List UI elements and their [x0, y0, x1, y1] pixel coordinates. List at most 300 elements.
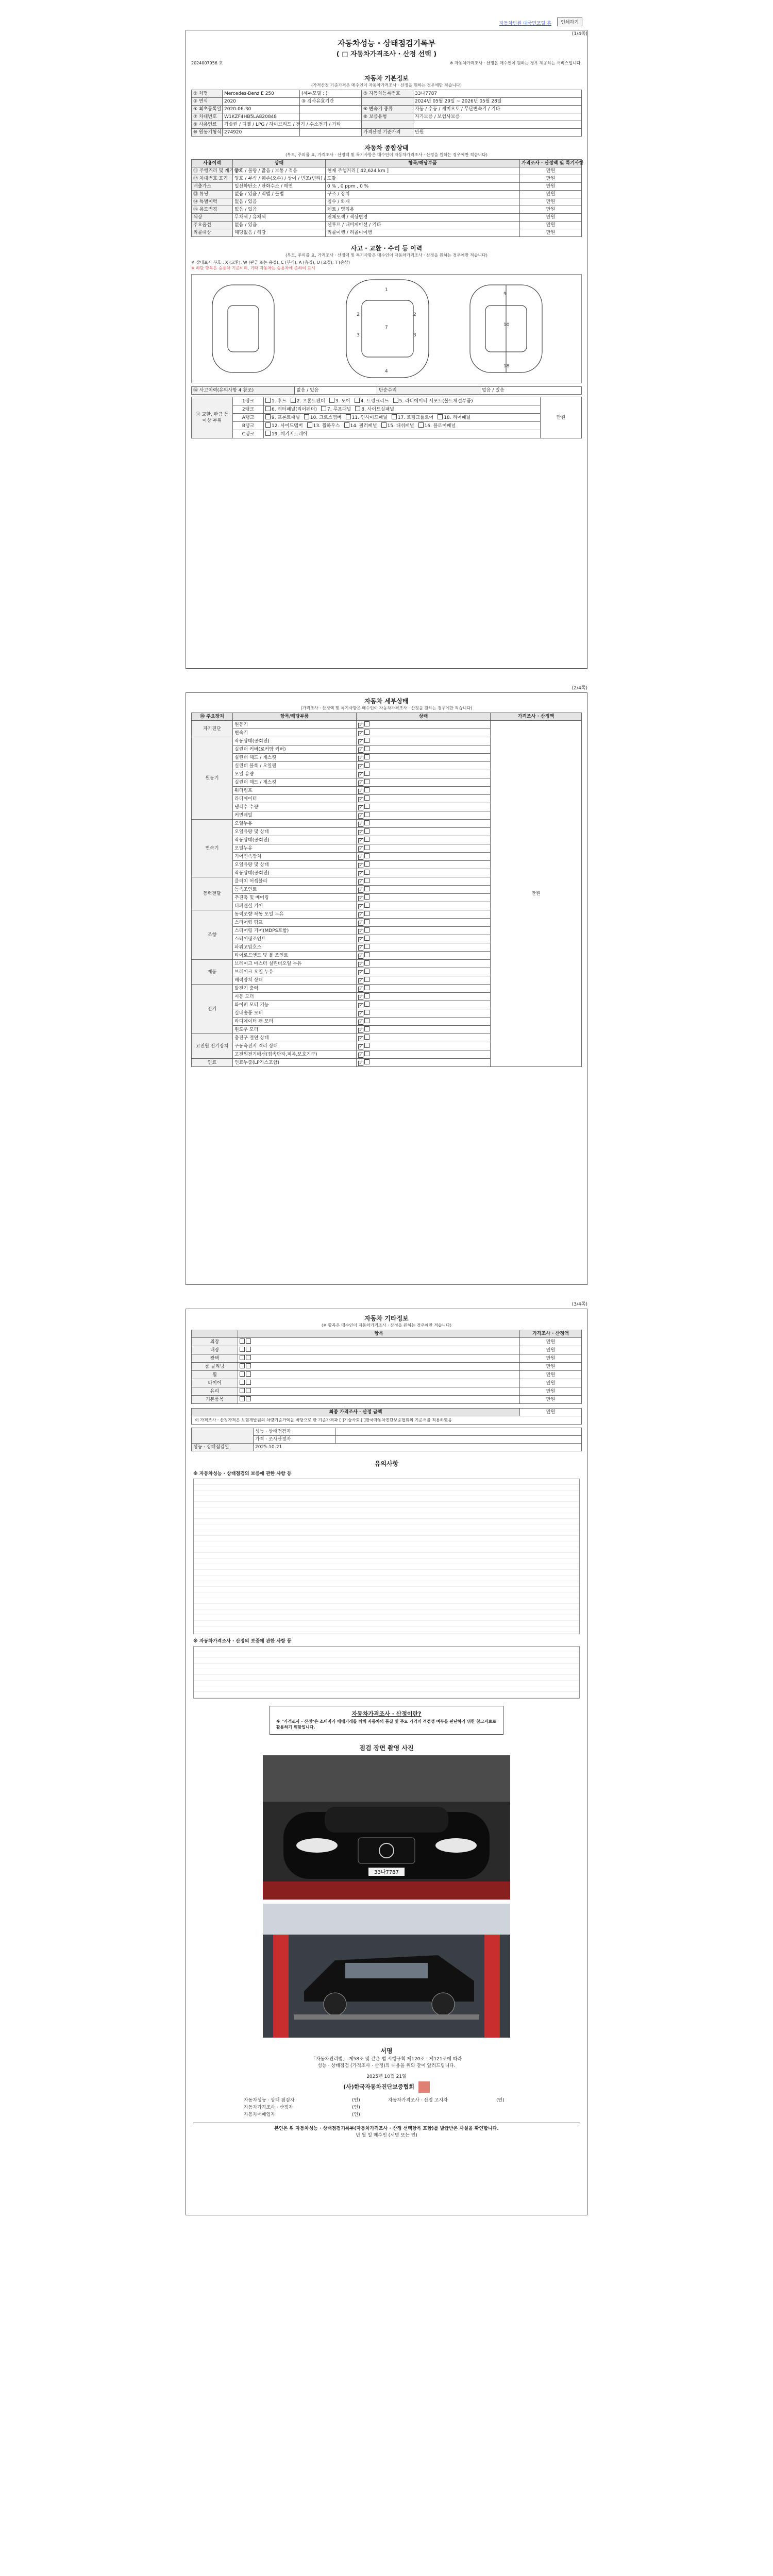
status-label: 리콜대상: [192, 229, 233, 237]
parts-rank: 1랭크: [233, 397, 264, 405]
price-item: 휠: [192, 1371, 238, 1379]
part-checkbox: [265, 399, 287, 404]
svg-text:7: 7: [385, 325, 388, 330]
status-title: 자동차 종합상태: [364, 144, 409, 151]
detail-item: 실내송풍 모터: [233, 1009, 357, 1018]
svg-text:3: 3: [357, 333, 360, 338]
basic-v1: 2020: [223, 98, 300, 106]
parts-row: [192, 422, 582, 430]
detail-state: [357, 770, 491, 778]
status-state: 해당없음 / 해당: [233, 229, 326, 237]
print-button[interactable]: 인쇄하기: [557, 18, 582, 26]
checkbox-checked-icon: [358, 1020, 363, 1025]
svg-text:4: 4: [385, 369, 388, 374]
detail-item: 윈도우 모터: [233, 1026, 357, 1034]
checkbox-checked-icon: [358, 822, 363, 827]
checkbox-checked-icon: [358, 1003, 363, 1008]
basic-v1: 274920: [223, 129, 300, 137]
basic-v2: 자동 / 수동 / 세미오토 / 무단변속기 / 기타: [413, 106, 582, 113]
checkbox-icon: [246, 1363, 251, 1368]
checkbox-icon: [364, 820, 369, 825]
checkbox-icon: [291, 398, 296, 403]
detail-item: 변속기: [233, 729, 357, 737]
detail-state: [357, 803, 491, 811]
checkbox-icon: [364, 878, 369, 883]
doc-subtitle: ( □ 자동차가격조사 · 산정 선택 ): [336, 50, 437, 58]
detail-item: 고전원전기배선(접속단자,피복,보호기구): [233, 1050, 357, 1059]
accident-legend-2: ※ 하단 항목은 승용차 기준이며, 기타 자동차는 승용차에 준하여 표시: [191, 266, 315, 270]
parts-label: ⑰ 교환, 판금 등 이상 부위: [192, 397, 233, 438]
part-checkbox: [329, 399, 350, 404]
status-detail: 0 % , 0 ppm , 0 %: [326, 183, 520, 191]
detail-state: [357, 1059, 491, 1067]
basic-row: [192, 121, 582, 129]
detail-item: 워터펌프: [233, 787, 357, 795]
inspection-photo-lift: [263, 1904, 510, 2038]
final-price-table: [191, 1408, 582, 1425]
basic-v1: Mercedes-Benz E 250: [223, 90, 300, 98]
detail-item: 스티어링 펌프: [233, 919, 357, 927]
detail-item: 스티어링조인트: [233, 935, 357, 943]
part-name: 3. 도어: [335, 399, 350, 404]
detail-state: [357, 894, 491, 902]
checkbox-icon: [240, 1380, 245, 1385]
price-item: 유리: [192, 1387, 238, 1396]
svg-text:9: 9: [503, 292, 507, 297]
status-state: 없음 / 있음: [233, 198, 326, 206]
price-item: 내장: [192, 1346, 238, 1354]
checkbox-icon: [355, 398, 360, 403]
basic-info-title: 자동차 기본정보: [364, 75, 409, 82]
notes-block-1: [193, 1479, 580, 1634]
checkbox-icon: [364, 911, 369, 916]
status-state: 일산화탄소 / 탄화수소 / 매연: [233, 183, 326, 191]
detail-item: 추진축 및 베어링: [233, 894, 357, 902]
basic-l2: [362, 98, 413, 106]
price-state: [238, 1387, 520, 1396]
status-label: ⑪ 주행거리 및 계기상태: [192, 167, 233, 175]
detail-state: [357, 721, 491, 729]
detail-state: [357, 976, 491, 985]
notes-heading-1: ※ 자동차성능 · 상태점검의 보증에 관한 사항 등: [193, 1471, 292, 1477]
status-detail: 리콜이행 / 리콜미이행: [326, 229, 520, 237]
checkbox-checked-icon: [358, 929, 363, 934]
detail-item: 작동상태(공회전): [233, 869, 357, 877]
checkbox-icon: [418, 422, 424, 428]
basic-info-note: (가격산정 기준가격은 매수인이 자동차가격조사 · 산정을 원하는 경우에만 적습니다): [311, 83, 462, 88]
doc-title: 자동차성능 · 상태점검기록부: [337, 39, 436, 48]
detail-item: 시동 모터: [233, 993, 357, 1001]
detail-item: 실린더 블록 / 오일팬: [233, 762, 357, 770]
basic-l2: 가격산정 기준가격: [362, 129, 413, 137]
part-checkbox: [265, 432, 307, 437]
checkbox-checked-icon: [358, 1044, 363, 1049]
status-state: 없음 / 있음: [233, 222, 326, 229]
basic-info-table: [191, 90, 582, 137]
checkbox-icon: [246, 1338, 251, 1344]
detail-item: 동력조향 작동 오일 누유: [233, 910, 357, 919]
part-checkbox: [355, 407, 394, 412]
detail-header-0: ⑱ 주요장치: [192, 713, 233, 721]
price-value: 만원: [520, 1363, 582, 1371]
part-name: 10. 크로스멤버: [310, 415, 342, 420]
status-label: ⑬ 튜닝: [192, 191, 233, 198]
car-outline-svg: [192, 275, 582, 383]
sign-title: 서명: [380, 2047, 393, 2055]
checkbox-icon: [364, 944, 369, 949]
detail-item: 오일누유: [233, 820, 357, 828]
checkbox-icon: [265, 422, 271, 428]
price-info-title: 자동차가격조사 · 산정이란?: [351, 1710, 422, 1717]
checkbox-icon: [364, 1026, 369, 1031]
assessor-table: [191, 1428, 582, 1451]
checkbox-icon: [364, 1051, 369, 1056]
part-checkbox: [392, 415, 433, 420]
status-header-2: 항목/해당부품: [326, 160, 520, 167]
portal-link[interactable]: 자동차민원 대국민포털 홈: [499, 21, 551, 26]
checkbox-checked-icon: [358, 904, 363, 909]
detail-state: [357, 968, 491, 976]
checkbox-checked-icon: [358, 888, 363, 893]
sign-mark-2: (인): [352, 2105, 360, 2110]
parts-rank: B랭크: [233, 422, 264, 430]
part-checkbox: [265, 415, 300, 420]
basic-l1b: [300, 113, 362, 121]
part-name: 8. 사이드실패널: [361, 407, 394, 412]
svg-text:10: 10: [503, 323, 510, 328]
checkbox-icon: [364, 812, 369, 817]
detail-state: [357, 795, 491, 803]
checkbox-icon: [364, 952, 369, 957]
top-bar: [186, 15, 587, 37]
checkbox-icon: [364, 903, 369, 908]
status-state: 양호 / 부식 / 훼손(오손) / 상이 / 변조(변타) / 도말: [233, 175, 326, 183]
status-label: ⑮ 용도변경: [192, 206, 233, 214]
detail-item: 실린더 커버(로커암 커버): [233, 745, 357, 754]
price-row: [192, 1371, 582, 1379]
checkbox-icon: [307, 422, 312, 428]
price-state: [238, 1379, 520, 1387]
checkbox-icon: [240, 1388, 245, 1393]
status-detail: 전체도색 / 색상변경: [326, 214, 520, 222]
detail-group: 변속기: [192, 820, 233, 877]
basic-v1: W1KZF4HB5LA820848: [223, 113, 300, 121]
detail-item: 작동상태(공회전): [233, 836, 357, 844]
price-table: [191, 1330, 582, 1404]
basic-v1: 가솔린 / 디젤 / LPG / 하이브리드 / 전기 / 수소전기 / 기타: [223, 121, 300, 129]
detail-item: 실린더 헤드 / 개스킷: [233, 754, 357, 762]
detail-item: 배력장치 상태: [233, 976, 357, 985]
sign-text-2: 성능 · 상태점검 (가격조사 · 산정)의 내용을 위와 같이 알려드립니다.: [317, 2063, 456, 2069]
detail-state: [357, 919, 491, 927]
parts-items: [264, 430, 541, 438]
basic-row: [192, 106, 582, 113]
checkbox-icon: [364, 1018, 369, 1023]
checkbox-checked-icon: [358, 863, 363, 868]
sign-role-2: 자동차가격조사 · 산정자: [244, 2105, 293, 2110]
checkbox-icon: [364, 960, 369, 965]
detail-state: [357, 1001, 491, 1009]
checkbox-checked-icon: [358, 814, 363, 819]
checkbox-icon: [364, 993, 369, 998]
detail-state: [357, 861, 491, 869]
checkbox-icon: [364, 853, 369, 858]
parts-items: [264, 397, 541, 405]
final-price-desc: 이 가격조사 · 산정가격은 보험개발원의 차량기준가액을 바탕으로 한 기준가격과 [ ]기술사회 [ ]한국자동차진단보증협회의 기준서를 적용하였음: [192, 1416, 582, 1425]
detail-state: [357, 877, 491, 886]
status-row: [192, 167, 582, 175]
record-note: ※ 자동차가격조사 · 산정은 매수인이 원하는 경우 제공하는 서비스입니다.: [449, 61, 582, 65]
status-price: 만원: [520, 206, 582, 214]
sign-mark-4: (인): [496, 2098, 505, 2103]
checkbox-icon: [240, 1396, 245, 1401]
checkbox-icon: [364, 779, 369, 784]
detail-state: [357, 886, 491, 894]
price-state: [238, 1338, 520, 1346]
detail-state: [357, 853, 491, 861]
detail-header-1: 항목/해당부품: [233, 713, 357, 721]
license-plate-text: 33나7787: [374, 1870, 399, 1875]
status-row: [192, 198, 582, 206]
checkbox-checked-icon: [358, 1053, 363, 1058]
detail-state: [357, 745, 491, 754]
detail-row: [192, 721, 582, 729]
status-detail: 현재 주행거리 [ 42,624 km ]: [326, 167, 520, 175]
part-checkbox: [381, 423, 414, 429]
page-3: [186, 1309, 587, 2215]
checkbox-checked-icon: [358, 723, 363, 728]
basic-v2: 2024년 05월 29일 ~ 2026년 05월 28일: [413, 98, 582, 106]
detail-item: 등속조인트: [233, 886, 357, 894]
document: [186, 15, 587, 2215]
simple-repair-label: 단순수리: [377, 387, 480, 395]
photos-title: 점검 장면 촬영 사진: [359, 1744, 414, 1752]
checkbox-icon: [364, 985, 369, 990]
detail-item: 커먼레일: [233, 811, 357, 820]
status-detail: 침수 / 화재: [326, 198, 520, 206]
status-note: (부모, 주의를 요, 가격조사 · 산정액 및 특기사항은 매수인이 자동차가격조사 · 산정을 원하는 경우에만 적습니다): [285, 152, 488, 157]
checkbox-checked-icon: [358, 962, 363, 967]
parts-row: [192, 405, 582, 414]
detail-state: [357, 1026, 491, 1034]
checkbox-icon: [240, 1371, 245, 1377]
status-row: [192, 183, 582, 191]
checkbox-checked-icon: [358, 954, 363, 959]
price-state: [238, 1354, 520, 1363]
basic-row: [192, 129, 582, 137]
checkbox-checked-icon: [358, 978, 363, 984]
checkbox-icon: [364, 1035, 369, 1040]
svg-text:1: 1: [385, 287, 388, 293]
checkbox-checked-icon: [358, 772, 363, 777]
checkbox-checked-icon: [358, 830, 363, 835]
status-header-0: 사용이력: [192, 160, 233, 167]
checkbox-icon: [364, 894, 369, 900]
inspection-photo-front: [263, 1755, 510, 1900]
svg-text:2: 2: [413, 312, 416, 317]
parts-items: [264, 422, 541, 430]
checkbox-icon: [344, 422, 349, 428]
status-price: 만원: [520, 191, 582, 198]
detail-item: 구동축전지 격리 상태: [233, 1042, 357, 1050]
price-item: 룸 클리닝: [192, 1363, 238, 1371]
notes-block-2: [193, 1646, 580, 1699]
svg-text:2: 2: [357, 312, 360, 317]
price-row: [192, 1363, 582, 1371]
part-checkbox: [393, 399, 473, 404]
checkbox-icon: [364, 870, 369, 875]
checkbox-checked-icon: [358, 937, 363, 942]
detail-price: 만원: [491, 721, 582, 1067]
basic-v2: [413, 121, 582, 129]
checkbox-checked-icon: [358, 739, 363, 744]
detail-item: 실린더 헤드 / 개스킷: [233, 778, 357, 787]
part-checkbox: [418, 423, 456, 429]
detail-state: [357, 811, 491, 820]
detail-item: 오일유량 및 상태: [233, 828, 357, 836]
basic-l1: ⑨ 사용연료: [192, 121, 223, 129]
basic-l1b: ③ 검사유효기간: [300, 98, 362, 106]
assessor-0: 성능 · 상태점검자: [254, 1428, 336, 1436]
checkbox-icon: [246, 1347, 251, 1352]
checkbox-checked-icon: [358, 1061, 363, 1066]
status-row: [192, 175, 582, 183]
detail-group: 동력전달: [192, 877, 233, 910]
detail-item: 기어변속장치: [233, 853, 357, 861]
status-state: 없음 / 있음: [233, 206, 326, 214]
detail-state: [357, 729, 491, 737]
price-header-1: 가격조사 · 산정액: [520, 1330, 582, 1338]
checkbox-icon: [265, 431, 271, 436]
price-row: [192, 1346, 582, 1354]
car-side-left: [212, 285, 274, 372]
detail-state: [357, 960, 491, 968]
detail-state: [357, 737, 491, 745]
detail-state: [357, 993, 491, 1001]
checkbox-icon: [392, 414, 397, 419]
part-name: 17. 트렁크플로어: [397, 415, 434, 420]
checkbox-icon: [364, 754, 369, 759]
page-number: (1/4쪽): [572, 31, 587, 37]
checkbox-icon: [364, 1002, 369, 1007]
checkbox-icon: [329, 398, 334, 403]
checkbox-checked-icon: [358, 846, 363, 852]
checkbox-icon: [364, 1059, 369, 1064]
status-row: [192, 206, 582, 214]
detail-item: 파워고압호스: [233, 943, 357, 952]
checkbox-icon: [438, 414, 443, 419]
accident-note: (부모, 주의를 요, 가격조사 · 산정액 및 특기사항은 매수인이 자동차가격조사 · 산정을 원하는 경우에만 적습니다): [285, 253, 488, 258]
detail-note: (가격조사 · 산정액 및 특기사항은 매수인이 자동차가격조사 · 산정을 원하는 경우에만 적습니다): [300, 706, 473, 710]
accident-title: 사고 · 교환 · 수리 등 이력: [350, 245, 423, 252]
detail-state: [357, 1018, 491, 1026]
price-item: 기본품목: [192, 1396, 238, 1404]
price-item: 광택: [192, 1354, 238, 1363]
checkbox-checked-icon: [358, 1036, 363, 1041]
price-row: [192, 1338, 582, 1346]
basic-l2: ⑧ 보증유형: [362, 113, 413, 121]
part-name: 15. 대쉬패널: [387, 423, 414, 429]
detail-item: 브레이크 마스터 실린더오일 누유: [233, 960, 357, 968]
part-checkbox: [265, 407, 317, 412]
sign-text: 「자동차관리법」 제58조 및 같은 법 시행규칙 제120조 · 제121조에 따라: [311, 2057, 462, 2062]
checkbox-checked-icon: [358, 797, 363, 802]
status-state: 없음 / 있음 / 적법 / 불법: [233, 191, 326, 198]
parts-row: [192, 397, 582, 405]
checkbox-checked-icon: [358, 912, 363, 918]
detail-item: 충전구 절연 상태: [233, 1034, 357, 1042]
part-name: 1. 후드: [272, 399, 287, 404]
detail-group: 조향: [192, 910, 233, 960]
detail-state: [357, 927, 491, 935]
part-checkbox: [304, 415, 342, 420]
detail-title: 자동차 세부상태: [364, 698, 409, 705]
detail-state: [357, 828, 491, 836]
notes-title: 유의사항: [374, 1460, 399, 1467]
checkbox-icon: [246, 1380, 251, 1385]
checkbox-icon: [265, 406, 271, 411]
checkbox-checked-icon: [358, 945, 363, 951]
basic-l1b: [300, 129, 362, 137]
detail-item: 브레이크 오일 누유: [233, 968, 357, 976]
detail-group: 원동기: [192, 737, 233, 820]
part-name: 5. 라디에이터 서포트(볼트체결부품): [399, 399, 473, 404]
basic-l1b: [300, 106, 362, 113]
detail-state: [357, 910, 491, 919]
status-price: 만원: [520, 183, 582, 191]
basic-row: [192, 90, 582, 98]
status-price: 만원: [520, 214, 582, 222]
status-price: 만원: [520, 222, 582, 229]
price-info-box: [270, 1706, 503, 1735]
detail-item: 오일누유: [233, 844, 357, 853]
status-state: 무채색 / 유채색: [233, 214, 326, 222]
detail-group: 전기: [192, 985, 233, 1034]
basic-v1: 2020-06-30: [223, 106, 300, 113]
detail-item: 타이로드엔드 및 볼 조인트: [233, 952, 357, 960]
detail-item: 디퍼렌셜 기어: [233, 902, 357, 910]
detail-state: [357, 778, 491, 787]
status-price: 만원: [520, 167, 582, 175]
checkbox-icon: [364, 721, 369, 726]
status-detail: 렌트 / 영업용: [326, 206, 520, 214]
detail-state: [357, 844, 491, 853]
status-price: 만원: [520, 198, 582, 206]
price-state: [238, 1363, 520, 1371]
inspection-date: 2025-10-21: [254, 1444, 582, 1451]
basic-l2: ⑥ 변속기 종류: [362, 106, 413, 113]
checkbox-icon: [364, 738, 369, 743]
part-name: 4. 트렁크리드: [360, 399, 389, 404]
history-label: ⑯ 사고이력(유의사항 4 참조): [192, 387, 295, 395]
price-row: [192, 1354, 582, 1363]
detail-group: 자기진단: [192, 721, 233, 737]
price-value: 만원: [520, 1396, 582, 1404]
page-number-3: (3/4쪽): [572, 1302, 587, 1307]
checkbox-icon: [265, 414, 271, 419]
part-checkbox: [321, 407, 351, 412]
basic-v2: 만원: [413, 129, 582, 137]
checkbox-checked-icon: [358, 896, 363, 901]
checkbox-checked-icon: [358, 1028, 363, 1033]
detail-item: 클러치 어셈블리: [233, 877, 357, 886]
checkbox-icon: [364, 919, 369, 924]
part-name: 14. 필러패널: [350, 423, 377, 429]
basic-l2: [362, 121, 413, 129]
price-value: 만원: [520, 1338, 582, 1346]
detail-header-3: 가격조사 · 산정액: [491, 713, 582, 721]
parts-rank: C랭크: [233, 430, 264, 438]
